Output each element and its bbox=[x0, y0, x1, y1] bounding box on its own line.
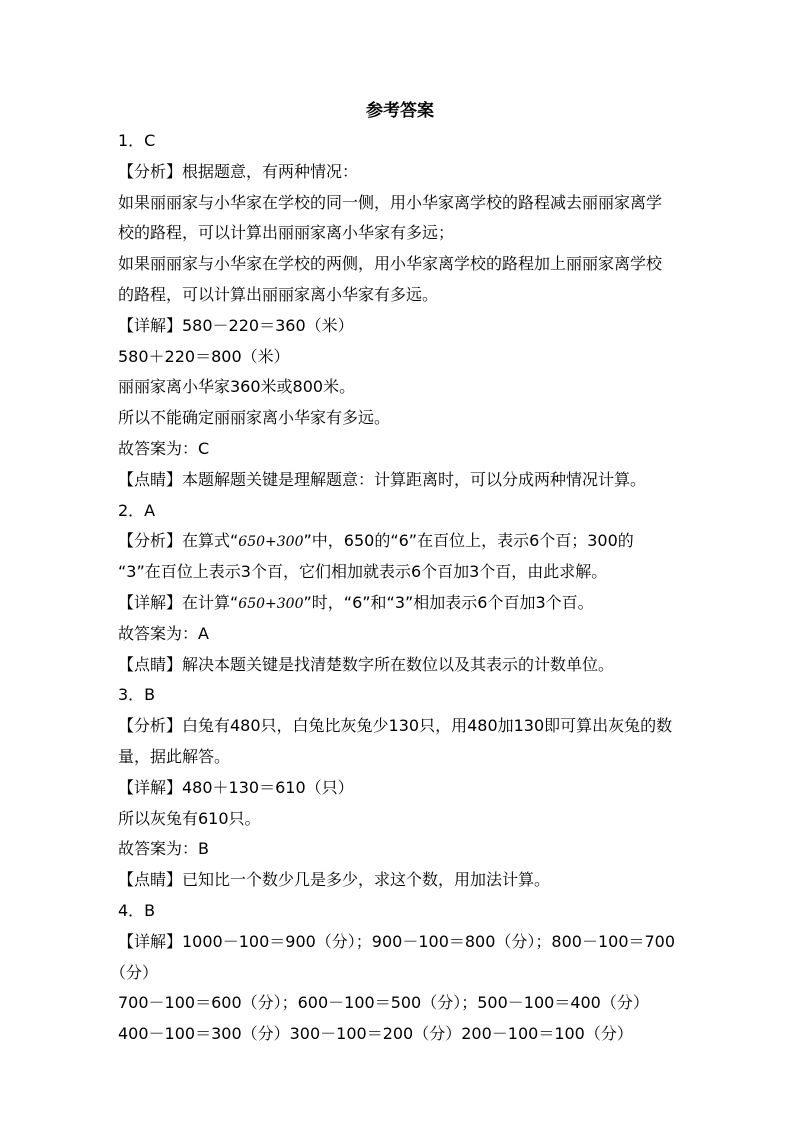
detail-2 bbox=[118, 592, 698, 615]
answer-4-label: 4．B bbox=[118, 901, 156, 920]
detail-1-line: 580＋220＝800（米） bbox=[118, 347, 290, 366]
detail-4-line: 400－100＝300（分）300－100＝200（分）200－100＝100（分） bbox=[118, 1024, 633, 1043]
formula-expression: 650+300 bbox=[238, 596, 304, 612]
analysis-3-line: 量，据此解答。 bbox=[118, 747, 231, 766]
detail-2-prefix: 【详解】在计算“ bbox=[118, 593, 239, 612]
remark-3: 【点睛】已知比一个数少几是多少，求这个数，用加法计算。 bbox=[118, 870, 551, 889]
answer-3-result: 故答案为：B bbox=[118, 839, 209, 858]
detail-2-suffix: ”时，“6”和“3”相加表示6个百加3个百。 bbox=[303, 593, 594, 612]
analysis-1: 【分析】根据题意，有两种情况： bbox=[118, 162, 359, 181]
answer-1-label: 1．C bbox=[118, 131, 156, 150]
detail-3-line: 所以灰兔有610只。 bbox=[118, 809, 261, 828]
remark-1: 【点睛】本题解题关键是理解题意：计算距离时，可以分成两种情况计算。 bbox=[118, 470, 647, 489]
analysis-1-line: 如果丽丽家与小华家在学校的同一侧，用小华家离学校的路程减去丽丽家离学 bbox=[118, 193, 663, 212]
analysis-1-line: 校的路程，可以计算出丽丽家离小华家有多远； bbox=[118, 223, 455, 242]
analysis-1-line: 的路程，可以计算出丽丽家离小华家有多远。 bbox=[118, 285, 439, 304]
detail-1: 【详解】580－220＝360（米） bbox=[118, 316, 354, 335]
detail-4: 【详解】1000－100＝900（分）；900－100＝800（分）；800－100＝700 bbox=[118, 932, 676, 951]
analysis-1-line: 如果丽丽家与小华家在学校的两侧，用小华家离学校的路程加上丽丽家离学校 bbox=[118, 254, 663, 273]
formula-expression: 650+300 bbox=[238, 534, 304, 550]
answer-3-label: 3．B bbox=[118, 685, 156, 704]
answer-2-result: 故答案为：A bbox=[118, 624, 209, 643]
detail-3: 【详解】480＋130＝610（只） bbox=[118, 778, 354, 797]
remark-2: 【点睛】解决本题关键是找清楚数字所在数位以及其表示的计数单位。 bbox=[118, 655, 615, 674]
analysis-2 bbox=[118, 530, 698, 553]
analysis-2-prefix: 【分析】在算式“ bbox=[118, 531, 239, 550]
detail-1-line: 所以不能确定丽丽家离小华家有多远。 bbox=[118, 408, 391, 427]
detail-1-line: 丽丽家离小华家360米或800米。 bbox=[118, 377, 356, 396]
analysis-2-suffix: ”中，650的“6”在百位上，表示6个百；300的 bbox=[303, 531, 634, 550]
answer-2-label: 2．A bbox=[118, 501, 156, 520]
answer-1-result: 故答案为：C bbox=[118, 439, 210, 458]
analysis-2-line: “3”在百位上表示3个百，它们相加就表示6个百加3个百，由此求解。 bbox=[118, 562, 608, 581]
page-title: 参考答案 bbox=[366, 101, 434, 121]
analysis-3: 【分析】白兔有480只，白兔比灰兔少130只，用480加130即可算出灰兔的数 bbox=[118, 716, 673, 735]
detail-4-line: （分） bbox=[110, 963, 159, 982]
detail-4-line: 700－100＝600（分）；600－100＝500（分）；500－100＝400（分） bbox=[118, 993, 649, 1012]
